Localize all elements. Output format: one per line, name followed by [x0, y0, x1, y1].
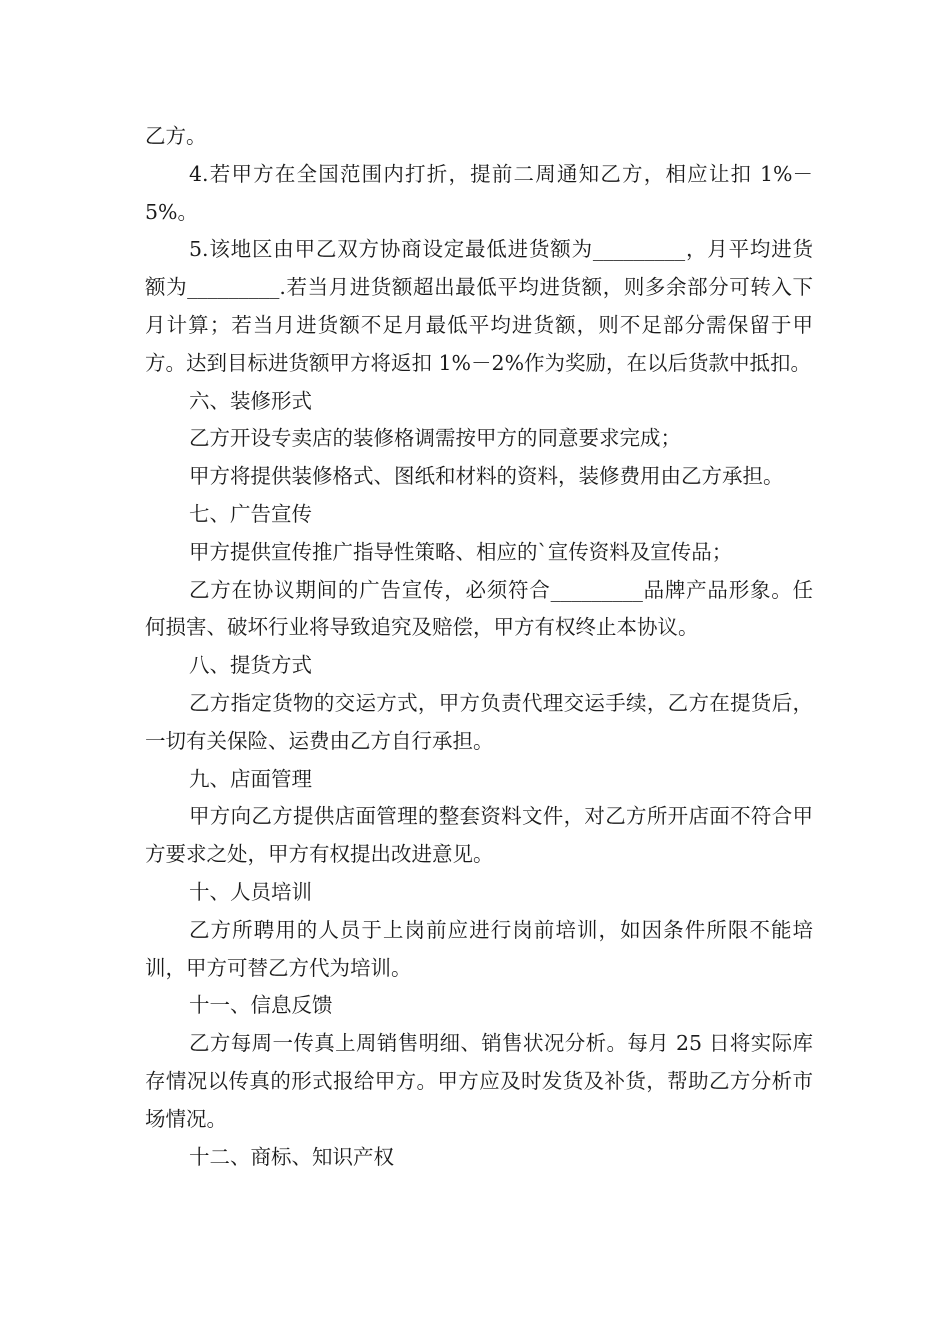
document-body	[145, 118, 813, 1176]
section-heading-pickup: 八、提货方式	[189, 653, 312, 678]
paragraph-advertising-materials: 甲方提供宣传推广指导性策略、相应的`宣传资料及宣传品；	[189, 539, 733, 564]
paragraph-decoration-style: 乙方开设专卖店的装修格调需按甲方的同意要求完成；	[189, 426, 681, 451]
paragraph-store-management: 甲方向乙方提供店面管理的整套资料文件，对乙方所开店面不符合甲方要求之处，甲方有权提出改进意见。	[145, 804, 813, 867]
section-heading-feedback: 十一、信息反馈	[189, 993, 333, 1018]
paragraph-decoration-cost: 甲方将提供装修格式、图纸和材料的资料，装修费用由乙方承担。	[189, 464, 784, 489]
paragraph-advertising-brand: 乙方在协议期间的广告宣传，必须符合_________品牌产品形象。任何损害、破坏行业将导致追究及赔偿，甲方有权终止本协议。	[145, 577, 813, 640]
section-heading-training: 十、人员培训	[189, 879, 312, 904]
paragraph-pickup: 乙方指定货物的交运方式，甲方负责代理交运手续，乙方在提货后，一切有关保险、运费由乙方自行承担。	[145, 690, 813, 753]
section-heading-trademark: 十二、商标、知识产权	[189, 1144, 394, 1169]
paragraph-training: 乙方所聘用的人员于上岗前应进行岗前培训，如因条件所限不能培训，甲方可替乙方代为培训。	[145, 917, 813, 980]
section-heading-store-management: 九、店面管理	[189, 766, 312, 791]
section-heading-decoration: 六、装修形式	[189, 388, 312, 413]
clause-4-discount: 4.若甲方在全国范围内打折，提前二周通知乙方，相应让扣 1%－5%。	[145, 161, 813, 224]
paragraph-continuation: 乙方。	[145, 124, 207, 148]
clause-5-minimum-purchase: 5.该地区由甲乙双方协商设定最低进货额为_________，月平均进货额为_________.若当月进货额超出最低平均进货额，则多余部分可转入下月计算；若当月进货额不足月最低平均进货额，则不足部分需保留于甲方。达到目标进货额甲方将返扣 1%－2%作为奖励，在以后货款中抵扣。	[145, 237, 813, 375]
section-heading-advertising: 七、广告宣传	[189, 501, 312, 526]
paragraph-feedback: 乙方每周一传真上周销售明细、销售状况分析。每月 25 日将实际库存情况以传真的形式报给甲方。甲方应及时发货及补货，帮助乙方分析市场情况。	[145, 1031, 813, 1131]
